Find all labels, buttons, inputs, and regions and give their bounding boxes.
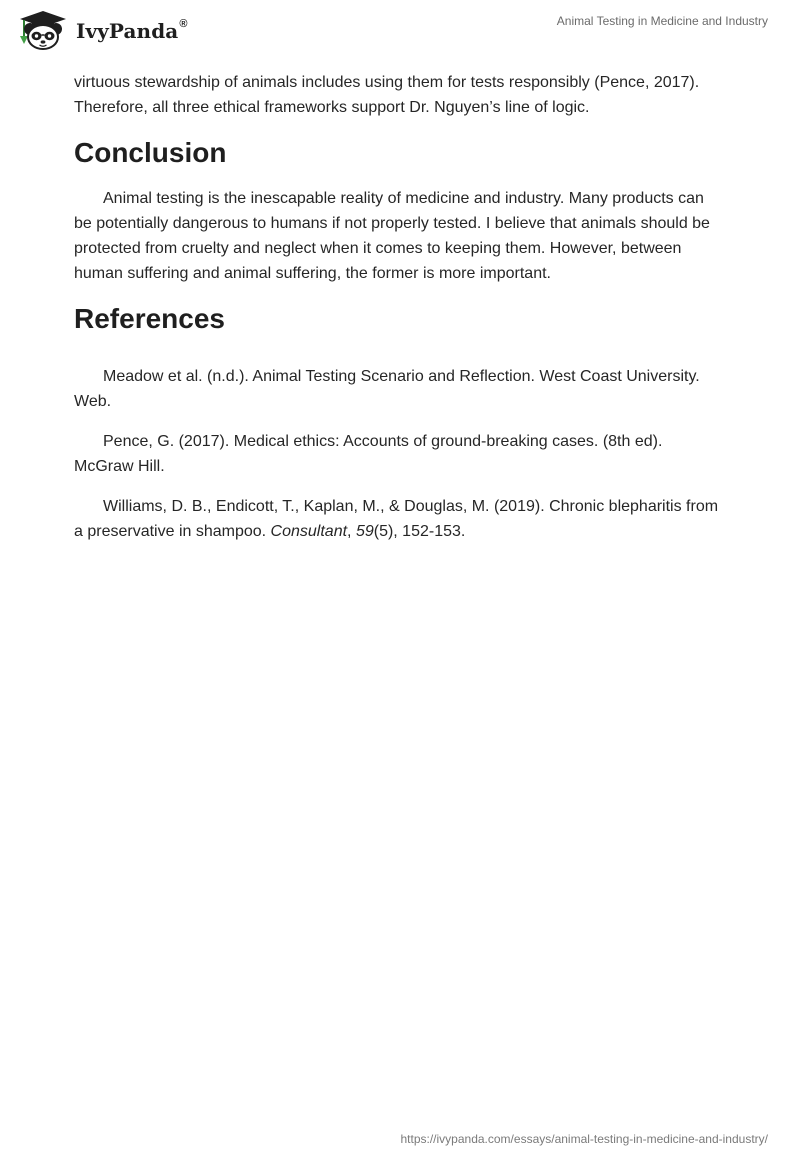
- page-header: [0, 0, 800, 64]
- document-body: [74, 70, 726, 559]
- reference-item: Pence, G. (2017). Medical ethics: Accounts of ground-breaking cases. (8th ed). McGraw Hill.: [74, 433, 663, 475]
- reference-pages: (5), 152-153.: [373, 523, 466, 540]
- brand-name: [76, 19, 188, 43]
- reference-text: Williams, D. B., Endicott, T., Kaplan, M., & Douglas, M. (2019). Chronic blepharitis from a preservative in shampoo.: [74, 498, 719, 540]
- reference-item: [74, 494, 726, 544]
- source-url-link[interactable]: https://ivypanda.com/essays/animal-testing-in-medicine-and-industry/: [400, 1132, 768, 1146]
- panda-graduate-icon: [16, 9, 70, 51]
- reference-item: Meadow et al. (n.d.). Animal Testing Scenario and Reflection. West Coast University. Web.: [74, 368, 700, 410]
- conclusion-paragraph: Animal testing is the inescapable reality of medicine and industry. Many products can be potentially dangerous to humans if not properly tested. I believe that animals should be protected from cruelty and neglect when it comes to keeping them. However, between human suffering and animal suffering, the former is more important.: [74, 190, 710, 282]
- journal-volume: 59: [355, 523, 374, 540]
- conclusion-heading: Conclusion: [74, 137, 227, 168]
- ivypanda-logo[interactable]: [16, 8, 188, 52]
- reference-separator: ,: [347, 523, 356, 540]
- journal-title: Consultant: [270, 523, 348, 540]
- intro-paragraph: virtuous stewardship of animals includes using them for tests responsibly (Pence, 2017). Therefore, all three ethical frameworks support Dr. Nguyen’s line of logic.: [74, 74, 700, 116]
- registered-mark: ®: [179, 18, 188, 31]
- references-heading: References: [74, 303, 225, 334]
- brand-text: IvyPanda: [76, 19, 179, 43]
- running-title: Animal Testing in Medicine and Industry: [556, 14, 768, 28]
